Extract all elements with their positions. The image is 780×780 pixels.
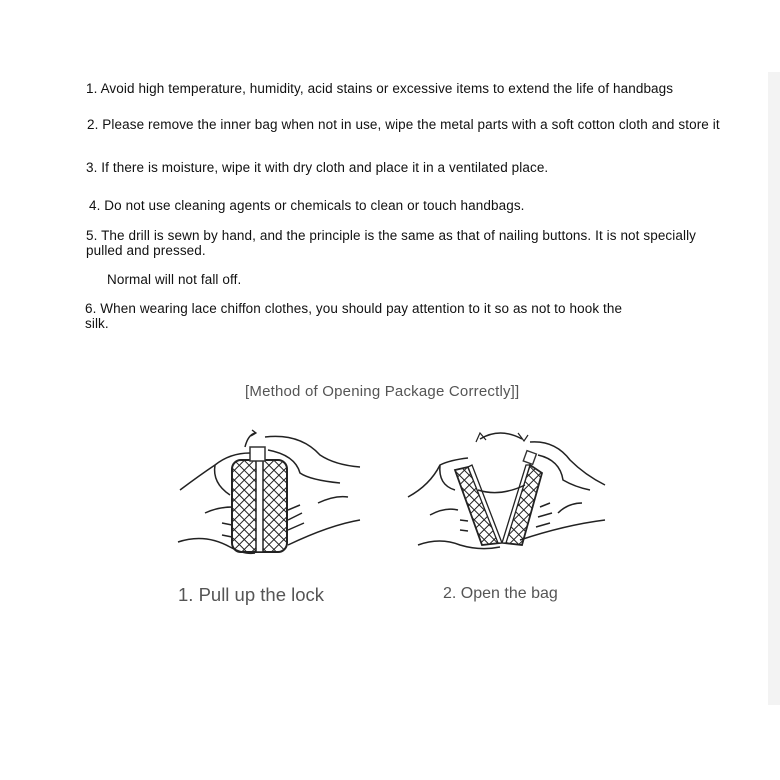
method-title: [Method of Opening Package Correctly]] [245, 383, 520, 400]
care-item-5-note: Normal will not fall off. [107, 272, 242, 287]
step-1-label: 1. Pull up the lock [178, 584, 325, 605]
care-item-2: 2. Please remove the inner bag when not in use, wipe the metal parts with a soft cotton cloth and store it [87, 117, 720, 132]
care-item-1: 1. Avoid high temperature, humidity, acid stains or excessive items to extend the life of handbags [86, 81, 674, 96]
care-item-5: 5. The drill is sewn by hand, and the principle is the same as that of nailing buttons. It is not specially pulled and pressed. [86, 228, 697, 258]
lock-clasp [250, 447, 265, 461]
swing-arrow-icon [480, 433, 522, 439]
hands-opening-bag-illustration [400, 425, 615, 555]
care-item-3: 3. If there is moisture, wipe it with dry cloth and place it in a ventilated place. [86, 160, 549, 175]
step-2-label: 2. Open the bag [443, 585, 558, 602]
lock-clasp [523, 451, 536, 465]
bag-halves [455, 465, 542, 545]
care-item-4: 4. Do not use cleaning agents or chemicals to clean or touch handbags. [89, 198, 525, 213]
care-item-6: 6. When wearing lace chiffon clothes, you should pay attention to it so as not to hook the silk. [85, 301, 623, 331]
hands-pulling-lock-illustration [170, 425, 370, 560]
bag-body [232, 460, 287, 552]
side-scroll-strip [768, 72, 780, 705]
